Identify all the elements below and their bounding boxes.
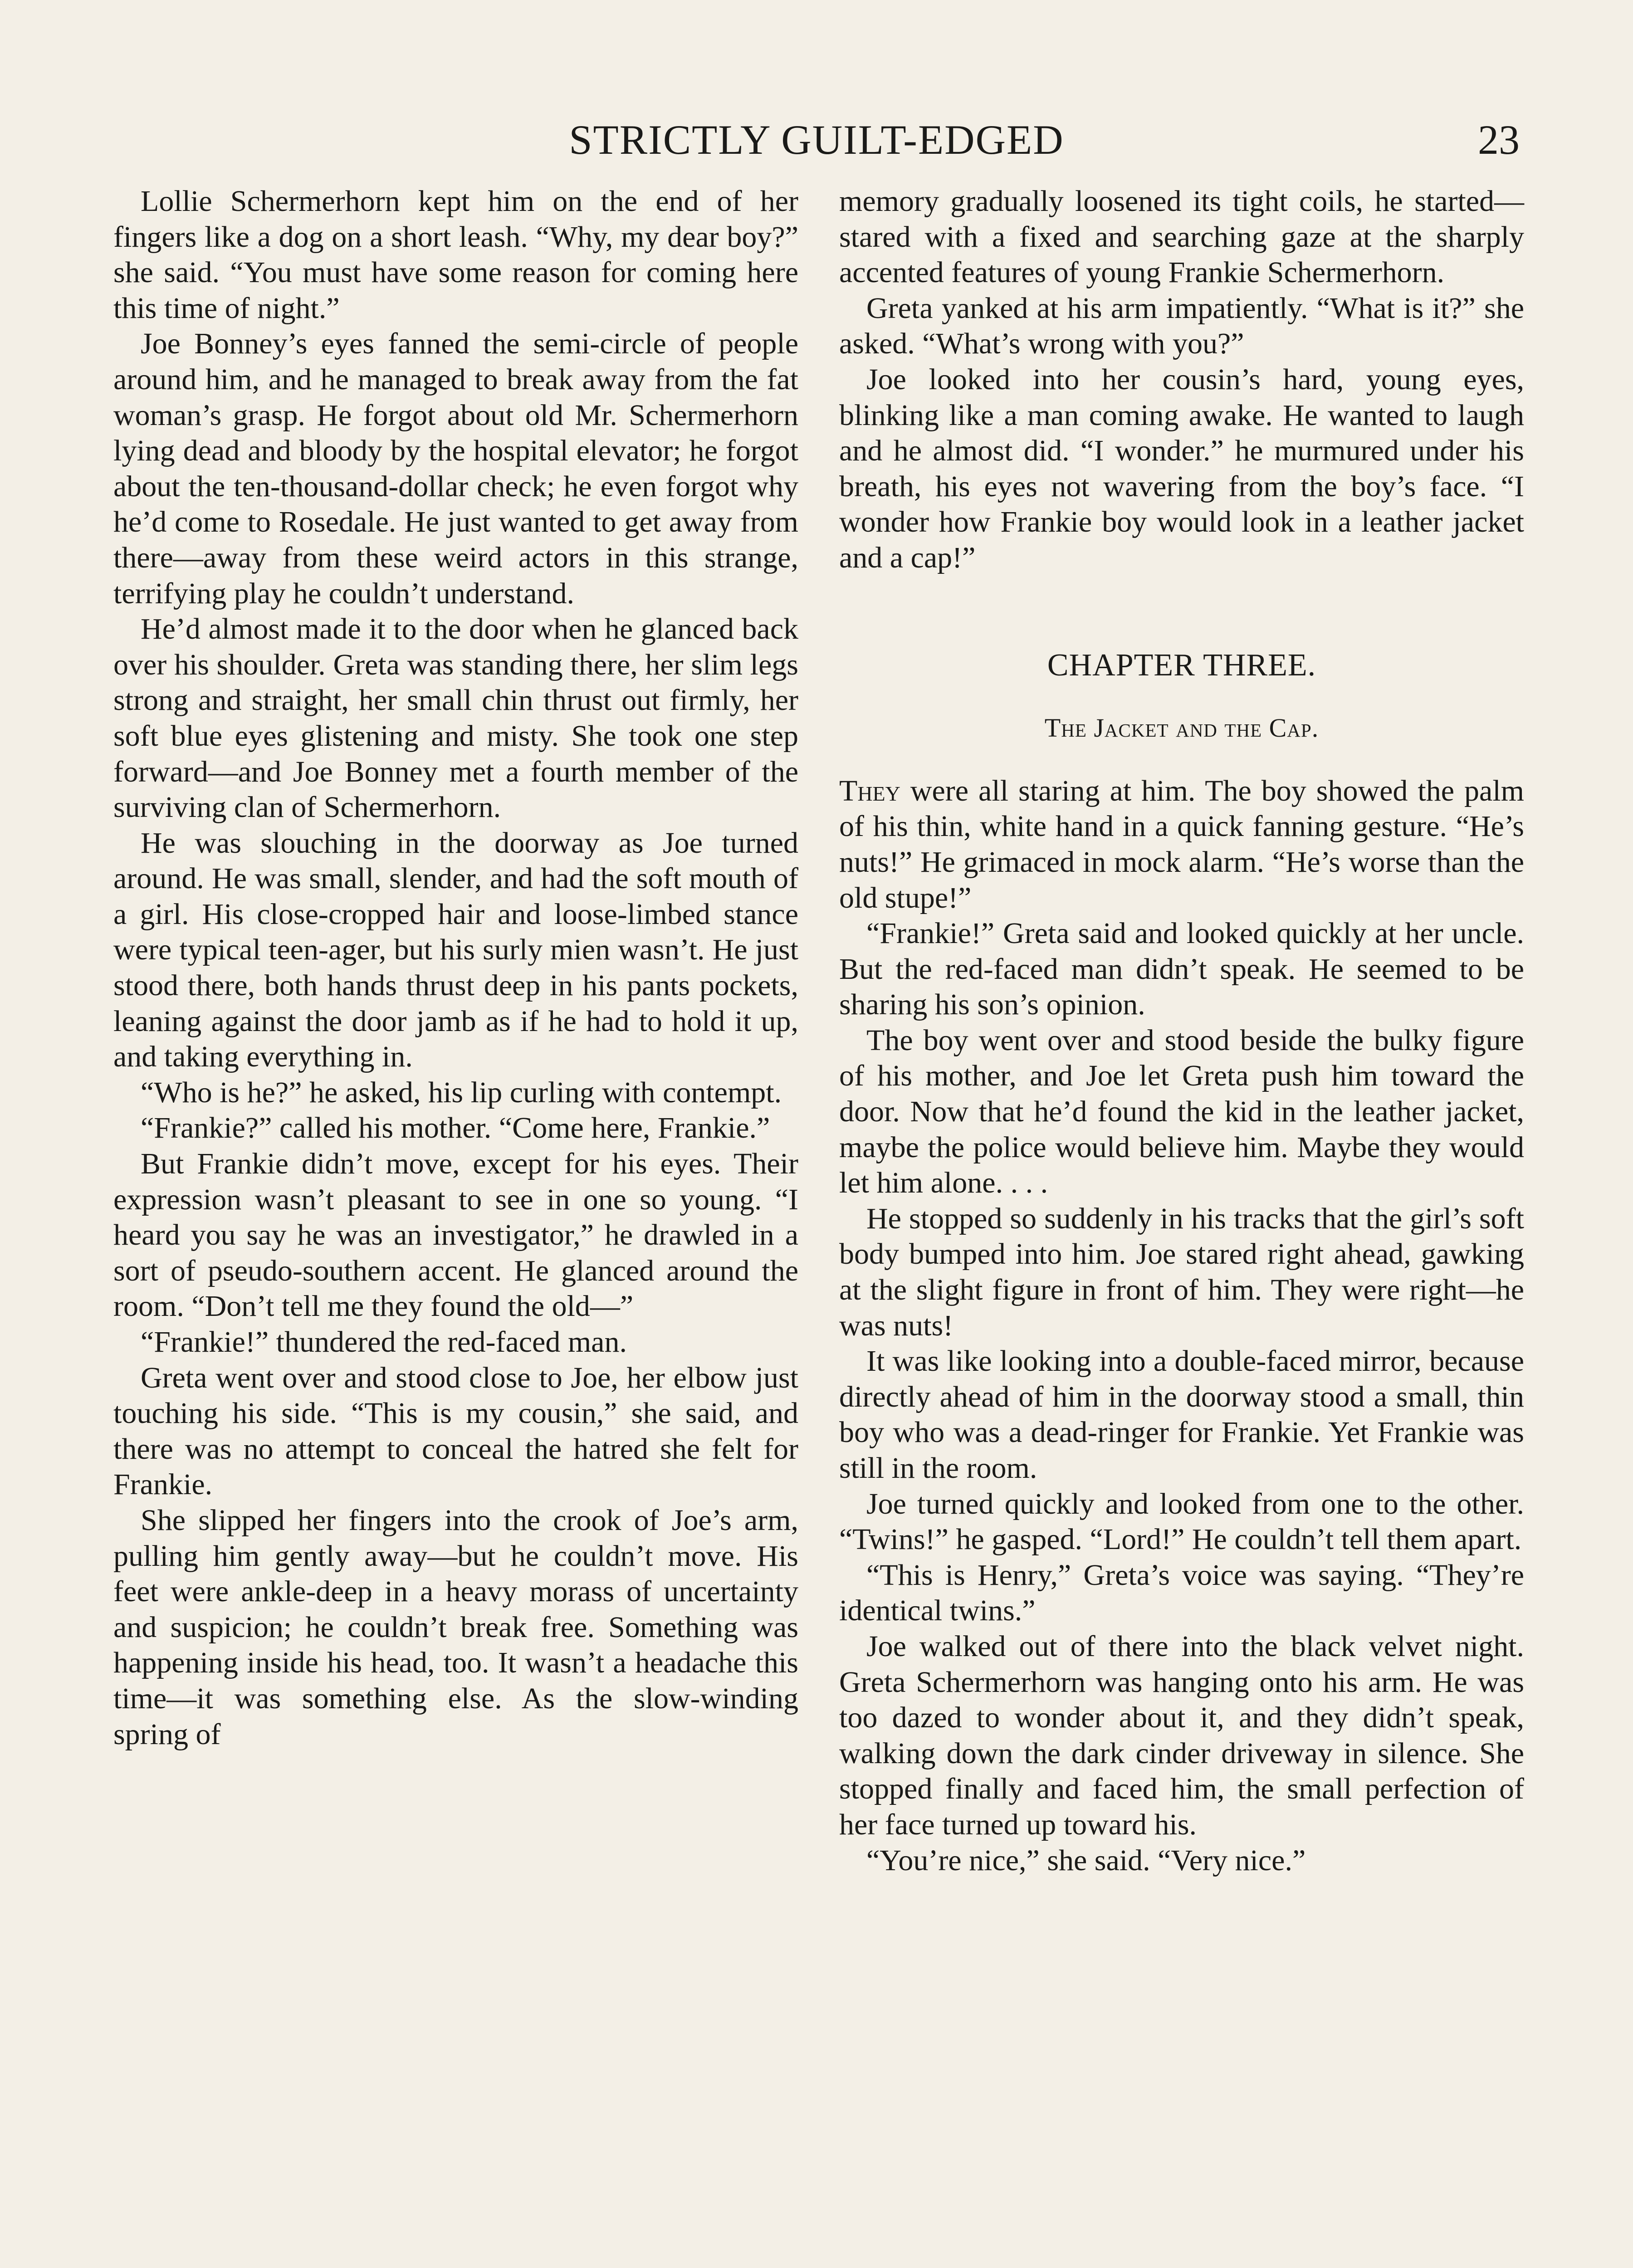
paragraph: “This is Henry,” Greta’s voice was saying. “They’re identical twins.”	[839, 1558, 1524, 1628]
chapter-heading: CHAPTER THREE.	[1047, 647, 1316, 683]
right-column	[839, 184, 1524, 1878]
paragraph: Joe Bonney’s eyes fanned the semi-circle of people around him, and he managed to break away from the fat woman’s grasp. He forgot about old Mr. Schermerhorn lying dead and bloody by the hospital elevator; he forgot about the ten-thousand-dollar check; he even forgot why he’d come to Rosedale. He just wanted to get away from there—away from these weird actors in this strange, terrifying play he couldn’t understand.	[113, 327, 798, 610]
paragraph: He was slouching in the doorway as Joe turned around. He was small, slender, and had the soft mouth of a girl. His close-cropped hair and loose-limbed stance were typical teen-ager, but his surly mien wasn’t. He just stood there, both hands thrust deep in his pants pockets, leaning against the door jamb as if he had to hold it up, and taking everything in.	[113, 826, 798, 1074]
opening-small-caps: They	[839, 774, 900, 807]
paragraph: It was like looking into a double-faced mirror, because directly ahead of him in the doorway stood a small, thin boy who was a dead-ringer for Frankie. Yet Frankie was still in the room.	[839, 1344, 1524, 1485]
paragraph: Joe turned quickly and looked from one to the other. “Twins!” he gasped. “Lord!” He couldn’t tell them apart.	[839, 1487, 1524, 1556]
left-column	[113, 184, 798, 1752]
running-title: STRICTLY GUILT-EDGED	[569, 117, 1064, 163]
paragraph: She slipped her fingers into the crook of Joe’s arm, pulling him gently away—but he couldn’t move. His feet were ankle-deep in a heavy morass of uncertainty and suspicion; he couldn’t break free. Something was happening inside his head, too. It wasn’t a headache this time—it was something else. As the slow-winding spring of	[113, 1503, 798, 1751]
paragraph: “You’re nice,” she said. “Very nice.”	[866, 1843, 1306, 1877]
paragraph: Lollie Schermerhorn kept him on the end of her fingers like a dog on a short leash. “Why, my dear boy?” she said. “You must have some reason for coming here this time of night.”	[113, 185, 798, 325]
paragraph: “Who is he?” he asked, his lip curling with contempt.	[141, 1075, 782, 1109]
paragraph: Greta went over and stood close to Joe, her elbow just touching his side. “This is my cousin,” she said, and there was no attempt to conceal the hatred she felt for Frankie.	[113, 1361, 798, 1501]
paragraph: “Frankie?” called his mother. “Come here, Frankie.”	[141, 1111, 770, 1145]
chapter-opening-paragraph	[839, 773, 1524, 916]
paragraph: The boy went over and stood beside the bulky figure of his mother, and Joe let Greta push him toward the door. Now that he’d found the kid in the leather jacket, maybe the police would believe him. Maybe they would let him alone. . . .	[839, 1023, 1524, 1200]
page-header	[113, 116, 1520, 166]
paragraph: Greta yanked at his arm impatiently. “What is it?” she asked. “What’s wrong with you?”	[839, 291, 1524, 361]
paragraph: He stopped so suddenly in his tracks that the girl’s soft body bumped into him. Joe stared right ahead, gawking at the slight figure in front of him. They were right—he was nuts!	[839, 1202, 1524, 1342]
opening-text: were all staring at him. The boy showed the palm of his thin, white hand in a quick fanning gesture. “He’s nuts!” He grimaced in mock alarm. “He’s worse than the old stupe!”	[839, 774, 1524, 914]
paragraph: But Frankie didn’t move, except for his eyes. Their expression wasn’t pleasant to see in one so young. “I heard you say he was an investigator,” he drawled in a sort of pseudo-southern accent. He glanced around the room. “Don’t tell me they found the old—”	[113, 1147, 798, 1323]
paragraph: Joe walked out of there into the black velvet night. Greta Schermerhorn was hanging onto his arm. He was too dazed to wonder about it, and they didn’t speak, walking down the dark cinder driveway in silence. She stopped finally and faced him, the small perfection of her face turned up toward his.	[839, 1629, 1524, 1841]
paragraph: Joe looked into her cousin’s hard, young eyes, blinking like a man coming awake. He wanted to laugh and he almost did. “I wonder.” he murmured under his breath, his eyes not wavering from the boy’s face. “I wonder how Frankie boy would look in a leather jacket and a cap!”	[839, 362, 1524, 574]
paragraph-continued: memory gradually loosened its tight coils, he started—stared with a fixed and searching gaze at the sharply accented features of young Frankie Schermerhorn.	[839, 185, 1524, 289]
paragraph: He’d almost made it to the door when he glanced back over his shoulder. Greta was standing there, her slim legs strong and straight, her small chin thrust out firmly, her soft blue eyes glistening and misty. She took one step forward—and Joe Bonney met a fourth member of the surviving clan of Schermerhorn.	[113, 612, 798, 824]
paragraph: “Frankie!” thundered the red-faced man.	[141, 1325, 627, 1359]
page-number: 23	[1478, 117, 1520, 163]
paragraph: “Frankie!” Greta said and looked quickly at her uncle. But the red-faced man didn’t speak. He seemed to be sharing his son’s opinion.	[839, 917, 1524, 1022]
chapter-subtitle: The Jacket and the Cap.	[1044, 713, 1319, 743]
